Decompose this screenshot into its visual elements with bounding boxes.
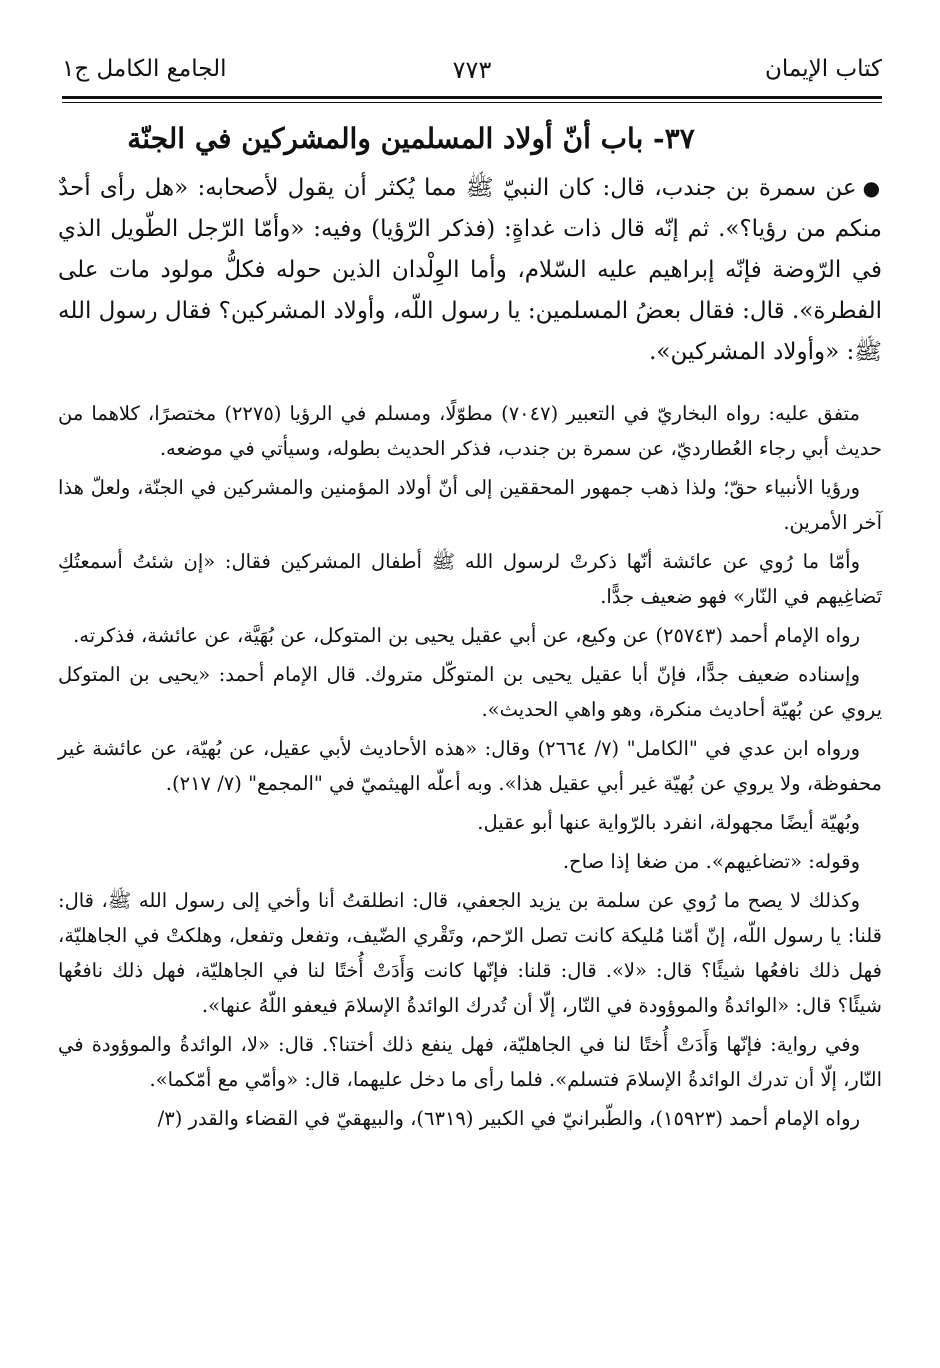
hadith-text: عن سمرة بن جندب، قال: كان النبيّ ﷺ مما يُكثر أن يقول لأصحابه: «هل رأى أحدٌ منكم من رؤيا؟». ثم إنّه قال ذات غداةٍ: (فذكر الرّؤيا) وفيه: «وأمّا الرّجل الطّويل الذي في الرّوضة فإنّه إبراهيم عليه السّلام، وأما الوِلْدان الذين حوله فكلُّ مولود مات على الفطرة». قال: فقال بعضُ المسلمين: يا رسول اللّه، وأولاد المشركين؟ فقال رسول الله ﷺ: «وأولاد المشركين». (58, 175, 882, 365)
note-paragraph: رواه الإمام أحمد (١٥٩٢٣)، والطّبرانيّ في الكبير (٦٣١٩)، والبيهقيّ في القضاء والقدر (٣/ (157, 1107, 860, 1130)
hadith-main-text (58, 168, 882, 373)
note-paragraph: وفي رواية: فإنّها وَأَدَتْ أُختًا لنا في الجاهليّة، فهل ينفع ذلك أختنا؟. قال: «لا، الوائدةُ والموؤودة في النّار، إلّا أن تدرك الوائدةُ الإسلامَ فتسلم». فلما رأى ما دخل عليهما، قال: «وأمّي مع أمّكما». (58, 1033, 882, 1091)
page-number: ٧٧٣ (452, 56, 492, 84)
hadith-paragraph (58, 168, 882, 373)
chapter-title: ٣٧- باب أنّ أولاد المسلمين والمشركين في الجنّة (127, 122, 695, 155)
note-paragraph: ورؤيا الأنبياء حقّ؛ ولذا ذهب جمهور المحققين إلى أنّ أولاد المؤمنين والمشركين في الجنّة، ولعلّ هذا آخر الأمرين. (58, 476, 882, 534)
note-paragraph: وإسناده ضعيف جدًّا، فإنّ أبا عقيل يحيى بن المتوكّل متروك. قال الإمام أحمد: «يحيى بن المتوكل يروي عن بُهيّة أحاديث منكرة، وهو واهي الحديث». (58, 663, 882, 721)
note-paragraph: وبُهيّة أيضًا مجهولة، انفرد بالرّواية عنها أبو عقيل. (477, 811, 860, 834)
section-title: كتاب الإيمان (765, 56, 882, 82)
note-paragraph: متفق عليه: رواه البخاريّ في التعبير (٧٠٤٧) مطوّلًا، ومسلم في الرؤيا (٢٢٧٥) مختصرًا، كلاهما من حديث أبي رجاء العُطارديّ، عن سمرة بن جندب، فذكر الحديث بطوله، وسيأتي في موضعه. (58, 402, 882, 460)
note-paragraph: وقوله: «تضاغيهم». من ضغا إذا صاح. (562, 850, 860, 873)
header-rule-thick (62, 96, 882, 99)
header-rule-thin (62, 102, 882, 103)
bullet-icon: ● (862, 176, 882, 200)
book-title: الجامع الكامل ج١ (62, 56, 227, 82)
note-paragraph: رواه الإمام أحمد (٢٥٧٤٣) عن وكيع، عن أبي عقيل يحيى بن المتوكل، عن بُهَيَّة، عن عائشة، فذكرته. (73, 624, 860, 647)
note-paragraph: ورواه ابن عدي في "الكامل" (٧/ ٢٦٦٤) وقال: «هذه الأحاديث لأبي عقيل، عن بُهيّة، عن عائشة غير محفوظة، ولا يروي عن بُهيّة غير أبي عقيل هذا». وبه أعلّه الهيثميّ في "المجمع" (٧/ ٢١٧). (58, 737, 882, 795)
note-paragraph: وأمّا ما رُوي عن عائشة أنّها ذكرتْ لرسول الله ﷺ أطفال المشركين فقال: «إن شئتُ أسمعتُكِ تَضاغِيهم في النّار» فهو ضعيف جدًّا. (58, 550, 882, 608)
running-head (62, 52, 882, 92)
commentary-notes (58, 396, 882, 1138)
note-paragraph: وكذلك لا يصح ما رُوي عن سلمة بن يزيد الجعفي، قال: انطلقتُ أنا وأخي إلى رسول الله ﷺ، قال: قلنا: يا رسول اللّه، إنّ أمّنا مُليكة كانت تصل الرّحم، وتَقْري الضّيف، وتفعل وتفعل، وهلكتْ في الجاهليّة، فهل ذلك نافعُها شيئًا؟ قال: «لا». قال: قلنا: فإنّها كانت وَأَدَتْ أُختًا لنا في الجاهليّة، فهل ذلك نافعُها شيئًا؟ قال: «الوائدةُ والموؤودة في النّار، إلّا أن تُدرك الوائدةُ الإسلامَ فيعفو اللّهُ عنها». (58, 889, 882, 1017)
